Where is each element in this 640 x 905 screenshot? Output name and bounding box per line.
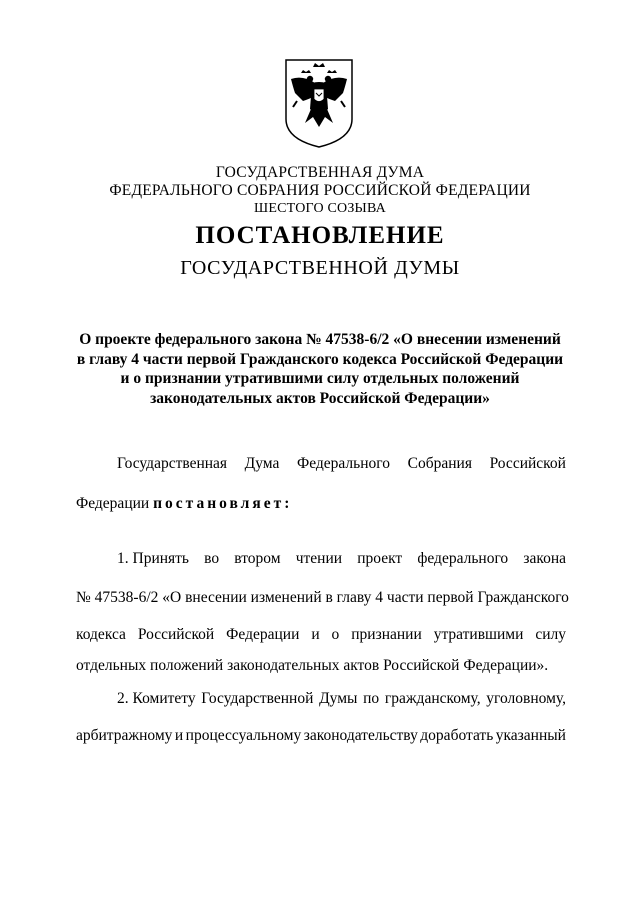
word: 2. Комитету (117, 690, 196, 707)
paragraph2-line-2 (76, 727, 566, 745)
word: утратившими (433, 626, 524, 643)
word: и (174, 727, 184, 744)
preamble-line-1 (117, 455, 566, 473)
preamble-line-2 (76, 495, 292, 513)
word: силу (535, 626, 566, 643)
word: Федерального (296, 455, 391, 472)
word: Думы (319, 690, 358, 707)
subject-line: О проекте федерального закона № 47538-6/2 «О внесении изменений (79, 331, 561, 348)
word: Государственной (201, 690, 314, 707)
word: 1. Принять (117, 550, 190, 567)
word: Российской (137, 626, 215, 643)
word: Государственная (117, 455, 228, 472)
subject-line: в главу 4 части первой Гражданского кодекса Российской Федерации (76, 350, 564, 368)
word: втором (234, 550, 281, 567)
coat-of-arms-emblem-icon (283, 57, 355, 149)
word: признании (351, 626, 422, 643)
paragraph1-line-1 (117, 550, 566, 568)
word: Российской (489, 455, 566, 472)
word: закона (523, 550, 566, 567)
subject-line: законодательных актов Российской Федерации» (150, 389, 490, 407)
word: проект (357, 550, 403, 567)
word: и (311, 626, 320, 643)
word: процессуальному (185, 727, 302, 744)
subject-line: и о признании утратившими силу отдельных положений (120, 370, 520, 387)
word: законодательству (303, 727, 418, 744)
document-title: ПОСТАНОВЛЕНИЕ (195, 222, 445, 249)
preamble-start: Федерации (76, 495, 150, 512)
header-line-1: ГОСУДАРСТВЕННАЯ ДУМА (215, 164, 425, 181)
word: Дума (244, 455, 280, 472)
word: по (363, 690, 380, 707)
preamble-resolves: постановляет: (153, 495, 293, 512)
word: федерального (417, 550, 509, 567)
word: уголовному, (486, 690, 566, 707)
word: кодекса (76, 626, 126, 643)
word: во (204, 550, 220, 567)
document-subtitle: ГОСУДАРСТВЕННОЙ ДУМЫ (180, 257, 460, 279)
word: указанный (495, 727, 566, 744)
paragraph1-line-3 (76, 626, 566, 644)
paragraph1-line-4: отдельных положений законодательных актов Российской Федерации». (76, 657, 549, 674)
word: гражданскому, (384, 690, 481, 707)
header-line-3: ШЕСТОГО СОЗЫВА (254, 201, 386, 216)
document-subject (0, 330, 640, 408)
header-line-2: ФЕДЕРАЛЬНОГО СОБРАНИЯ РОССИЙСКОЙ ФЕДЕРАЦИИ (109, 182, 531, 199)
word: арбитражному (76, 727, 173, 744)
word: Собрания (407, 455, 472, 472)
word: чтении (295, 550, 343, 567)
paragraph1-line-2: № 47538-6/2 «О внесении изменений в главу 4 части первой Гражданского (76, 589, 569, 606)
word: о (331, 626, 340, 643)
word: Федерации (226, 626, 300, 643)
word: доработать (420, 727, 494, 744)
paragraph2-line-1 (117, 690, 566, 708)
